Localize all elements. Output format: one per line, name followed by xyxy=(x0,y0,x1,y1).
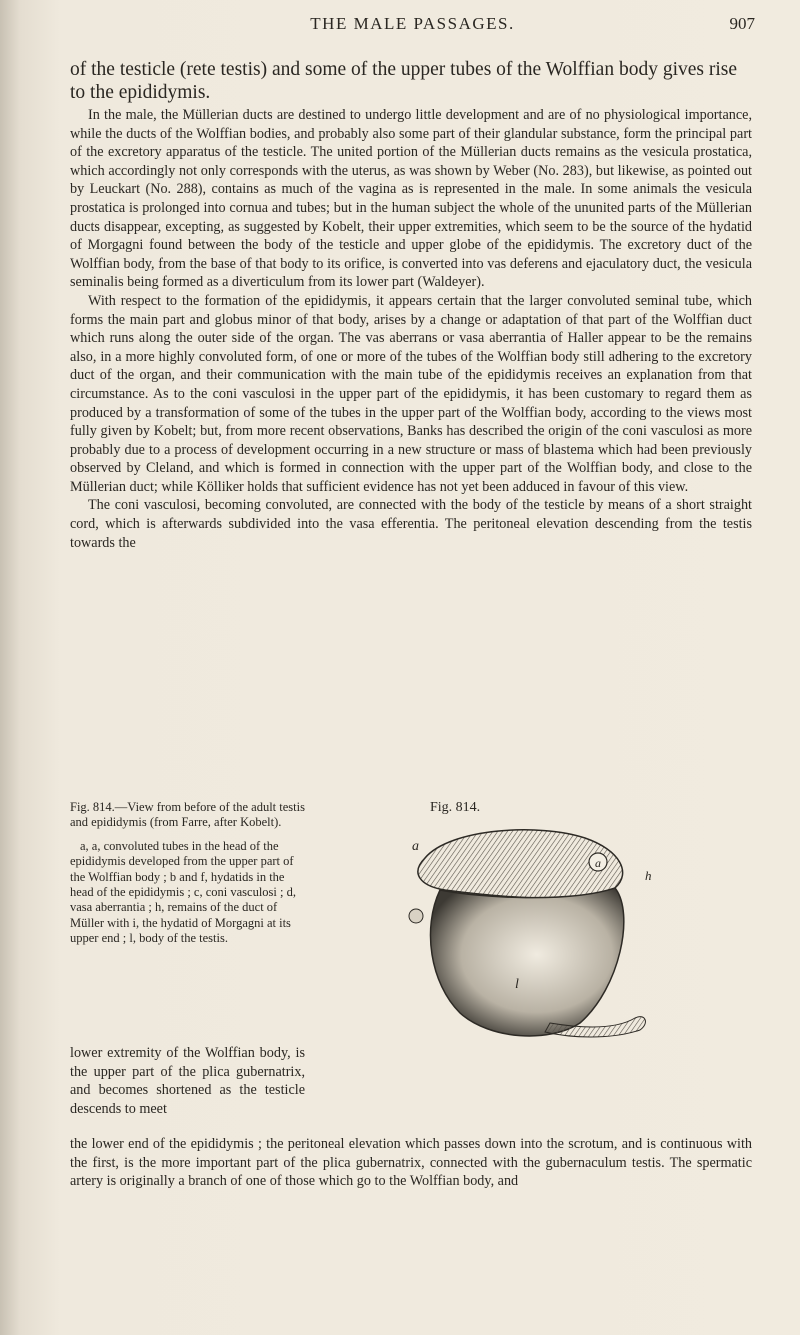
running-head: THE MALE PASSAGES. xyxy=(310,14,515,33)
trailing-text xyxy=(70,1135,752,1191)
figure-letter-a: a xyxy=(412,839,419,854)
paragraph: In the male, the Müllerian ducts are destined to undergo little development and are of no physiological importance, while the ducts of the Wolffian bodies, and probably also some part of their glandular substance, form the principal part of the excretory apparatus of the testicle. The united portion of the Müllerian ducts remains as the vesicula prostatica, which accordingly not only corresponds with the uterus, as was shown by Weber (No. 283), but likewise, as pointed out by Leuckart (No. 288), contains as much of the vagina as is represented in the male. In some animals the vesicula prostatica is prolonged into cornua and tubes; but in the human subject the whole of the ununited parts of the Müllerian ducts disappear, excepting, as suggested by Kobelt, their upper extremities, which seem to be the source of the hydatid of Morgagni found between the body of the testicle and upper globe of the epididymis. The excretory duct of the Wolffian body, from the base of that body to its orifice, is converted into vas deferens and ejaculatory duct, the vesicula seminalis being formed as a diverticulum from its lower part (Waldeyer). xyxy=(70,107,752,291)
paragraph: With respect to the formation of the epididymis, it appears certain that the larger convoluted seminal tube, which forms the main part and globus minor of that body, arises by a change or adaptation of that part of the Wolffian duct which runs along the outer side of the organ. The vas aberrans or vasa aberrantia of Haller appear to be the remains also, in a more highly convoluted form, of one or more of the tubes of the Wolffian body still adhering to the excretory duct of the organ, and their communication with the main tube of the epididymis receives an explanation from that circumstance. As to the coni vasculosi in the upper part of the epididymis, it has been customary to regard them as produced by a transformation of some of the tubes in the upper part of the Wolffian body, according to the views most fully given by Kobelt; but, from more recent observations, Banks has described the origin of the coni vasculosi as more probably due to a process of development occurring in a new structure or mass of blastema which had been previously observed by Cleland, and which is formed in connection with the upper part of the Wolffian body, and close to the Müllerian duct; while Kölliker holds that sufficient evidence has not yet been adduced in favour of this view. xyxy=(70,292,752,495)
testis-engraving xyxy=(370,818,670,1043)
caption-body: a, a, convoluted tubes in the head of the epididymis developed from the upper part of the Wolffian body ; b and f, hydatids in the head of the epididymis ; c, coni vasculosi ; d, vasa aberrantia ; h, remains of the duct of Müller with i, the hydatid of Morgagni at its upper end ; l, body of the testis. xyxy=(70,838,296,946)
hydatid xyxy=(409,909,423,923)
page-header xyxy=(70,14,755,38)
page-number: 907 xyxy=(729,14,755,33)
testis-body xyxy=(430,888,623,1036)
paragraph: The coni vasculosi, becoming convoluted, are connected with the body of the testicle by means of a short straight cord, which is afterwards subdivided into the vasa efferentia. The peritoneal elevation descending from the testis towards the xyxy=(70,497,752,551)
lead-sentence: of the testicle (rete testis) and some of the upper tubes of the Wolffian body gives rise to the epididymis. xyxy=(70,59,738,103)
figure-letter-h: h xyxy=(645,868,652,883)
figure-block xyxy=(70,800,752,1040)
figure-letter-a: a xyxy=(595,856,601,870)
figure-letter-l: l xyxy=(515,977,519,992)
wrapped-paragraph: lower extremity of the Wolffian body, is the upper part of the plica gubernatrix, and becomes shortened as the testicle descends to meet xyxy=(70,1045,305,1117)
wrapped-text xyxy=(70,1044,305,1118)
figure-label: Fig. 814. xyxy=(430,800,481,815)
trailing-paragraph: the lower end of the epididymis ; the peritoneal elevation which passes down into the scrotum, and is continuous with the first, is the more important part of the plica gubernatrix, connected with the gubernaculum testis. The spermatic artery is originally a branch of one of those which go to the Wolffian body, and xyxy=(70,1136,752,1190)
figure-caption xyxy=(70,800,310,947)
testis-illustration xyxy=(370,818,670,1043)
body-text xyxy=(70,106,752,552)
caption-title: Fig. 814.—View from before of the adult testis and epididymis (from Farre, after Kobelt). xyxy=(70,800,305,830)
